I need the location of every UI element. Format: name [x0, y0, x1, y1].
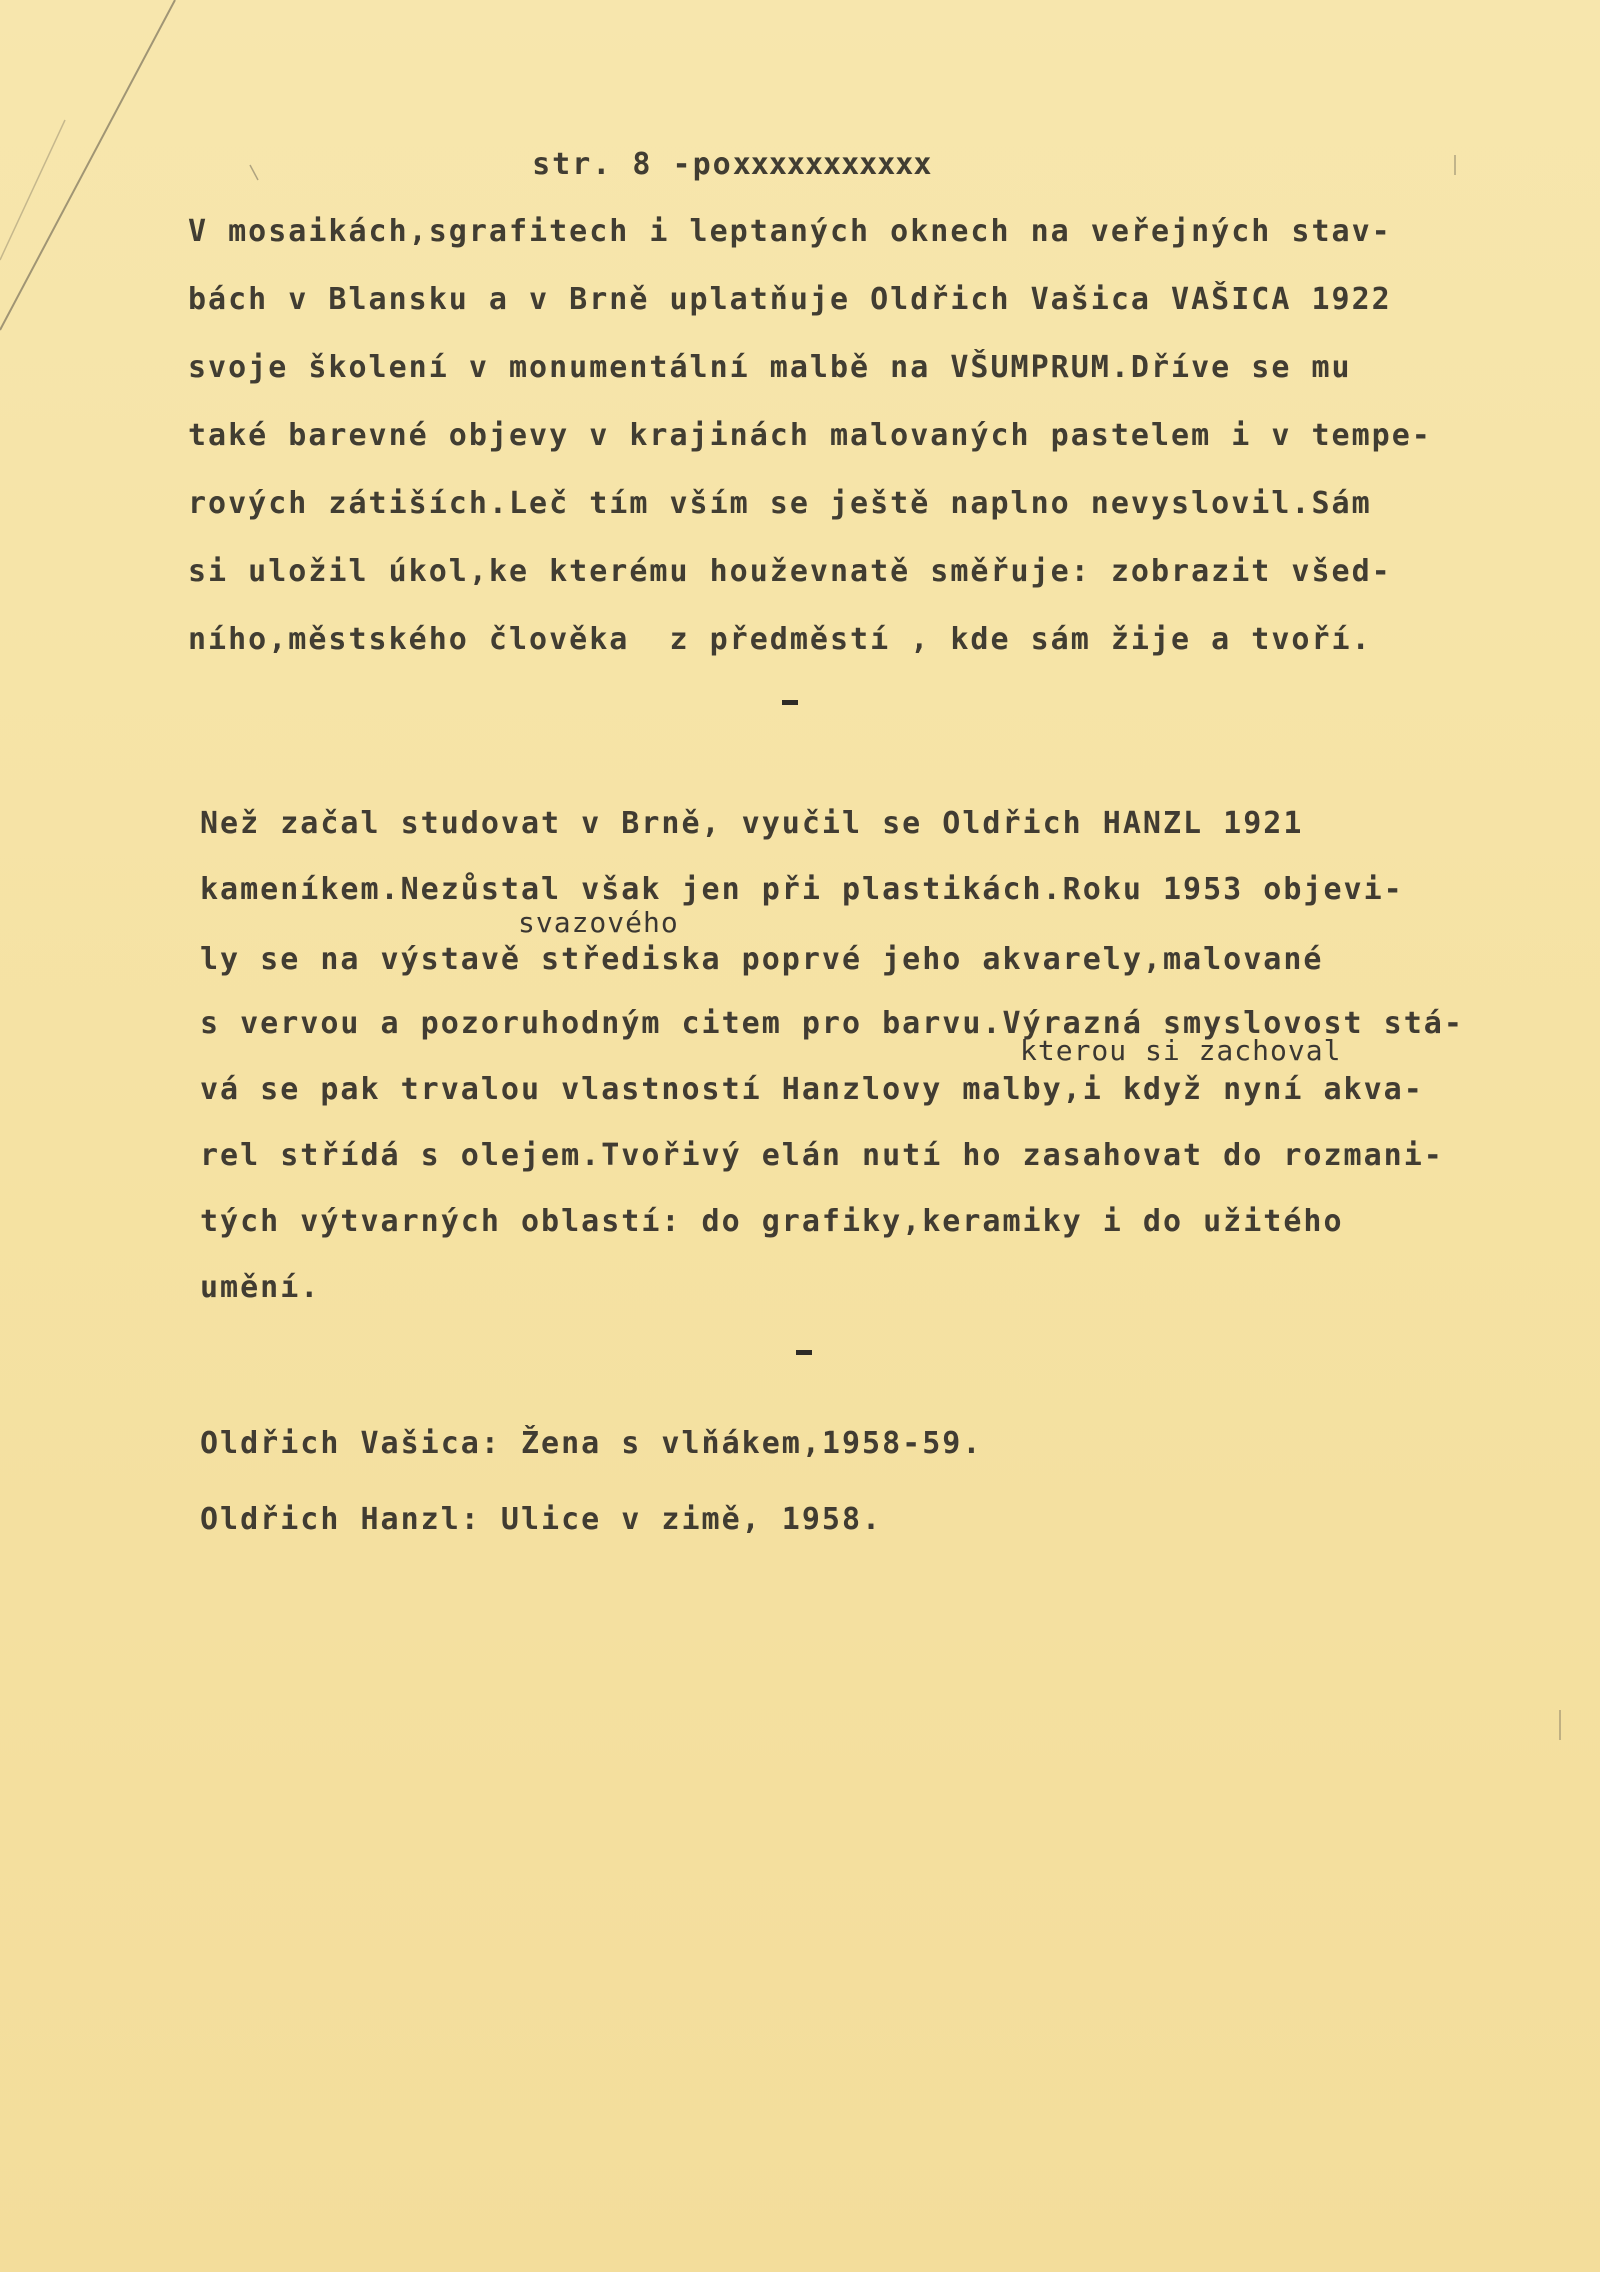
caption-hanzl: Oldřich Hanzl: Ulice v zimě, 1958. [200, 1502, 883, 1537]
vertical-crease-line [0, 120, 65, 260]
page-header-struck-text: xxxxxxxxxxx [732, 147, 932, 182]
paragraph2-line-1: Než začal studovat v Brně, vyučil se Oldřich HANZL 1921 [200, 806, 1304, 841]
paragraph1-line-4: také barevné objevy v krajinách malovaných pastelem i v tempe- [188, 418, 1432, 453]
paragraph1-line-7: ního,městského člověka z předměstí , kde sám žije a tvoří. [188, 622, 1372, 657]
paragraph1-line-3: svoje školení v monumentální malbě na VŠUMPRUM.Dříve se mu [188, 350, 1352, 385]
paragraph1-line-2: bách v Blansku a v Brně uplatňuje Oldřich Vašica VAŠICA 1922 [188, 282, 1392, 317]
paragraph2-line-6: rel střídá s olejem.Tvořivý elán nutí ho zasahovat do rozmani- [200, 1138, 1444, 1173]
paragraph2-line-4: s vervou a pozoruhodným citem pro barvu.Výrazná smyslovost stá- [200, 1006, 1464, 1041]
paragraph2-line-5: vá se pak trvalou vlastností Hanzlovy malby,i když nyní akva- [200, 1072, 1424, 1107]
paragraph2-line-2: kameníkem.Nezůstal však jen při plastikách.Roku 1953 objevi- [200, 872, 1404, 907]
separator-dash-1 [782, 700, 798, 705]
paragraph1-line-1: V mosaikách,sgrafitech i leptaných oknech na veřejných stav- [188, 214, 1392, 249]
edge-mark-left [250, 165, 258, 180]
diagonal-crease-line [0, 0, 175, 330]
paragraph2-line-7: tých výtvarných oblastí: do grafiky,keramiky i do užitého [200, 1204, 1344, 1239]
paragraph2-line-8: umění. [200, 1270, 321, 1305]
paragraph1-line-6: si uložil úkol,ke kterému houževnatě směřuje: zobrazit všed- [188, 554, 1392, 589]
insertion-note-2: kterou si zachoval [1020, 1034, 1342, 1067]
insertion-note-1: svazového [518, 906, 679, 939]
caption-vasica: Oldřich Vašica: Žena s vlňákem,1958-59. [200, 1426, 983, 1461]
paragraph2-line-3: ly se na výstavě střediska poprvé jeho akvarely,malované [200, 942, 1324, 977]
paragraph1-line-5: rových zátiších.Leč tím vším se ještě naplno nevyslovil.Sám [188, 486, 1372, 521]
page-header-label: str. 8 -po [532, 147, 733, 182]
separator-dash-2 [796, 1350, 812, 1355]
page-header [492, 112, 931, 182]
